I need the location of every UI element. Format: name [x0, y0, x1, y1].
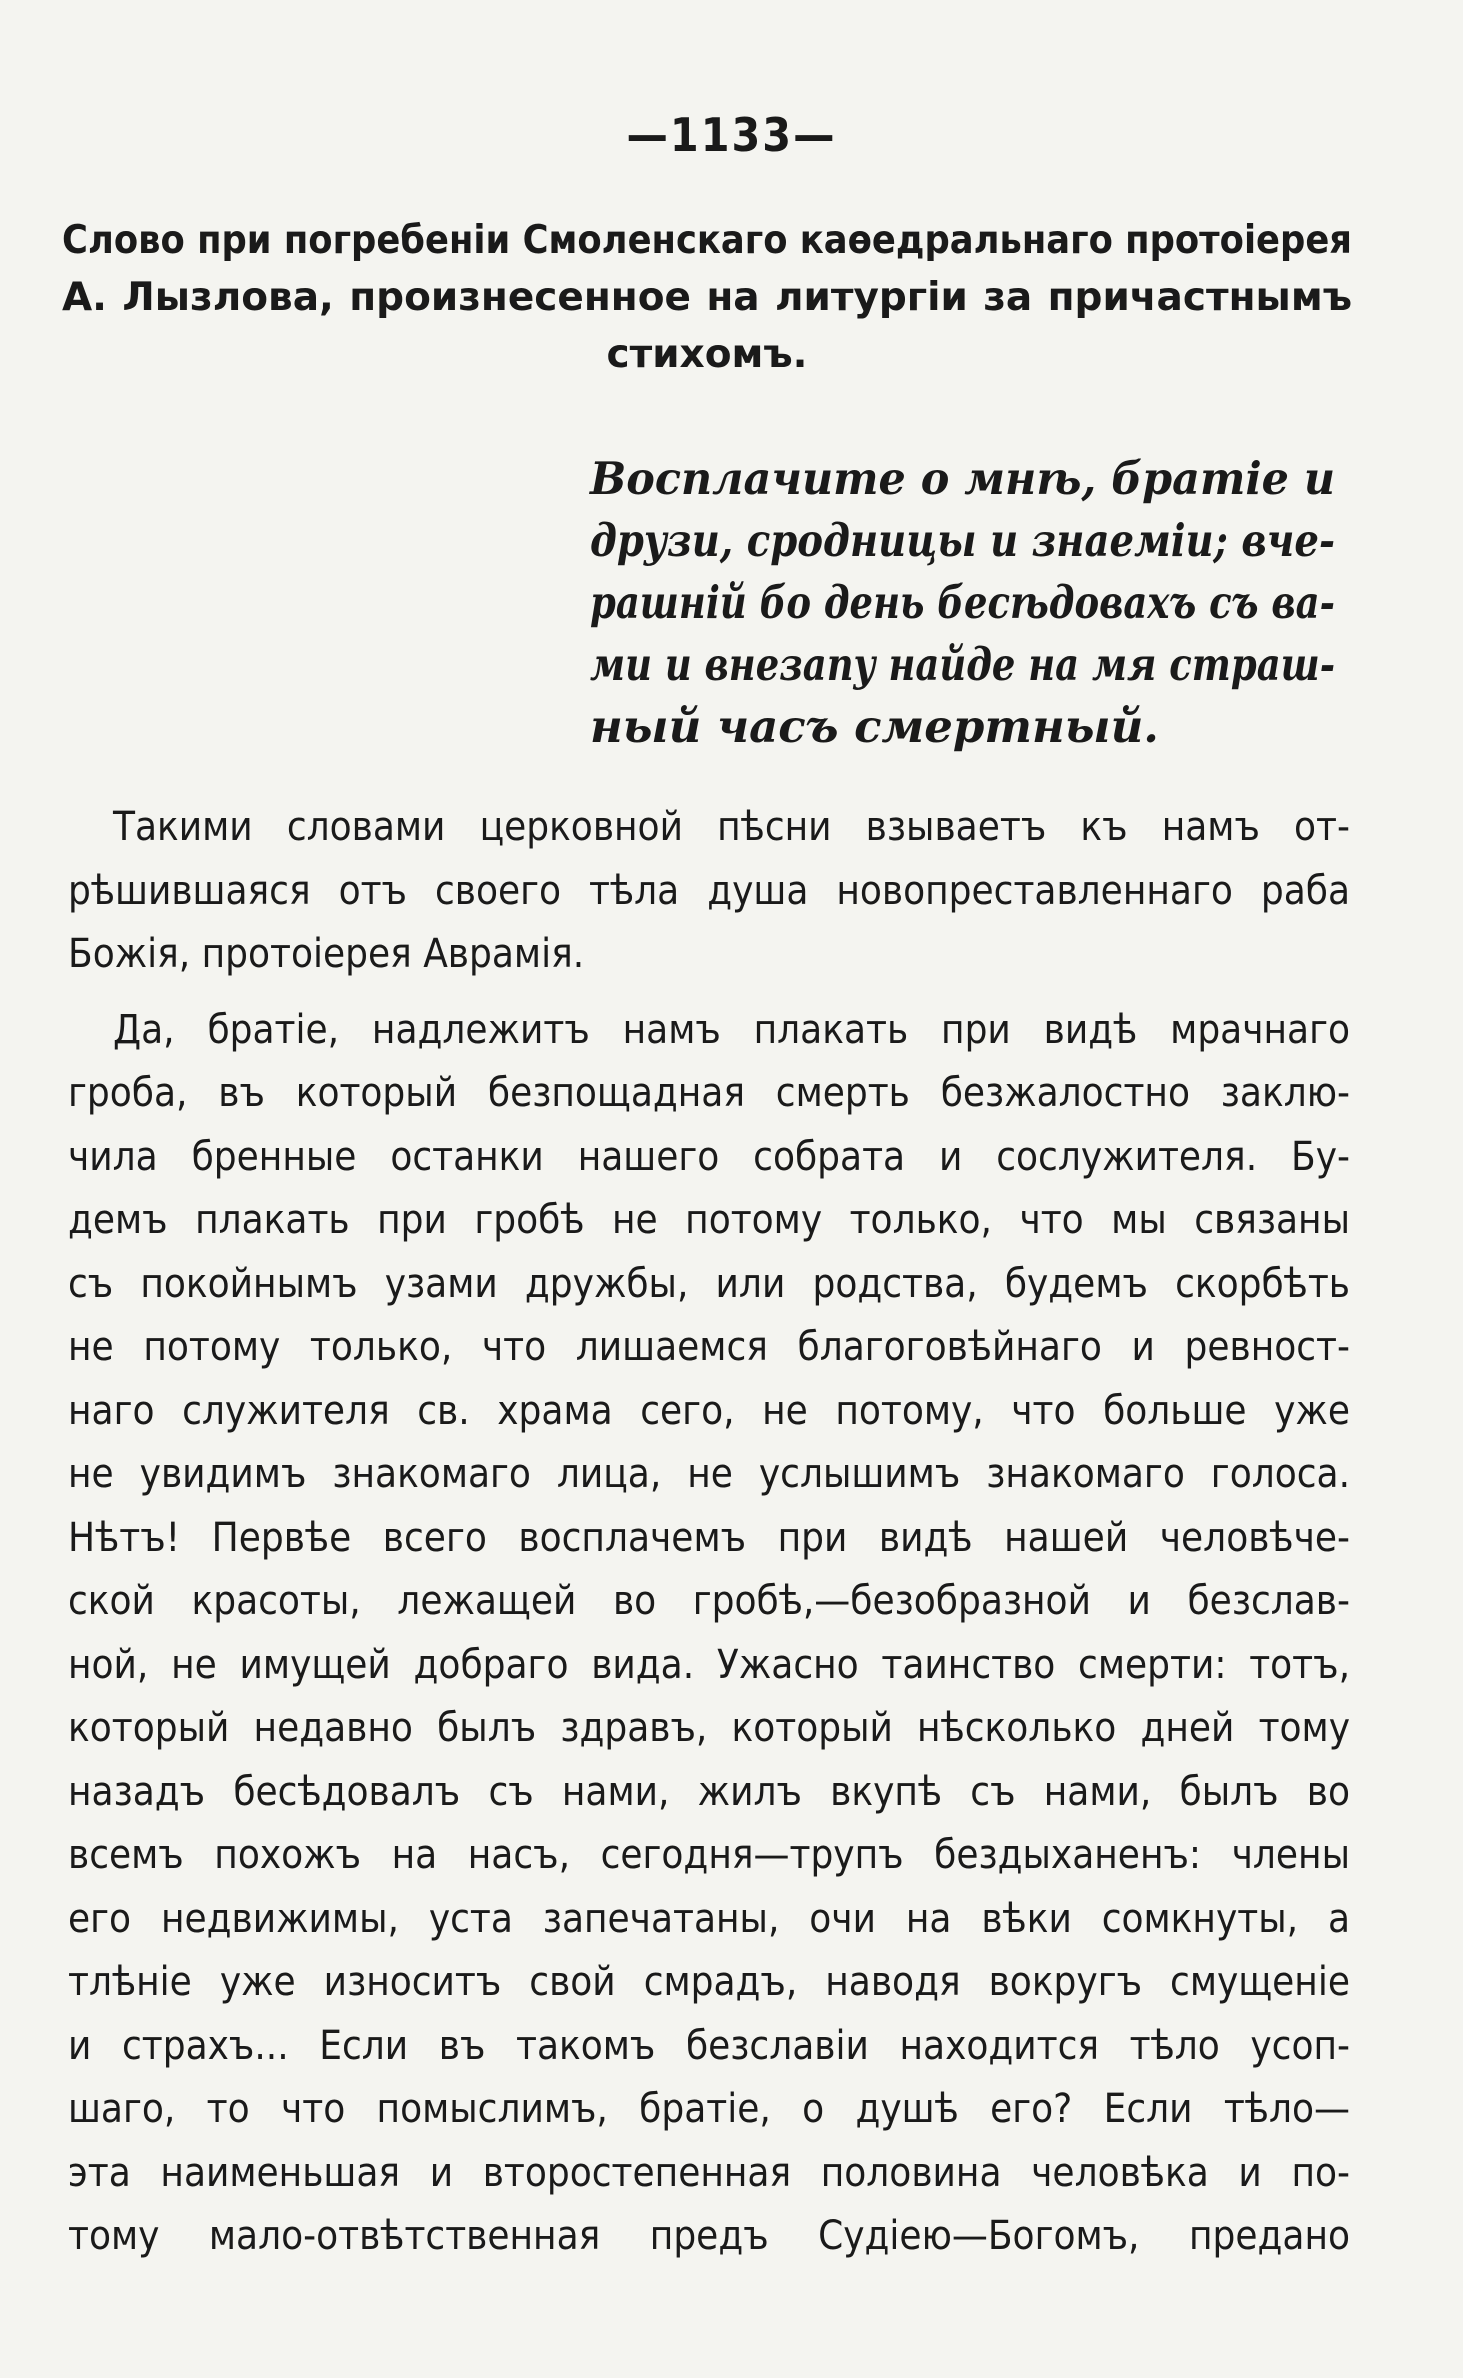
text-line: его недвижимы, уста запечатаны, очи на вѣки сомкнуты, а	[68, 1895, 1350, 1942]
text-line: эта наименьшая и второстепенная половина человѣка и по-	[68, 2149, 1350, 2196]
title-line: Слово при погребенiи Смоленскаго каѳедральнаго протоiерея	[62, 218, 1353, 263]
text-line: не увидимъ знакомаго лица, не услышимъ знакомаго голоса.	[68, 1451, 1350, 1497]
title-line: стихомъ.	[606, 332, 808, 377]
text-line: Нѣтъ! Первѣе всего восплачемъ при видѣ нашей человѣче-	[68, 1514, 1350, 1561]
sermon-body	[68, 796, 1350, 2269]
text-line: ной, не имущей добраго вида. Ужасно таинство смерти: тотъ,	[68, 1641, 1350, 1688]
paragraph-1	[68, 796, 1350, 987]
epigraph-line: ми и внезапу найде на мя страш-	[590, 638, 1336, 691]
text-line: Божiя, протоiерея Аврамiя.	[68, 931, 585, 977]
text-line: тлѣнiе уже износитъ свой смрадъ, наводя вокругъ смущенiе	[68, 1959, 1350, 2005]
text-line: чила бренные останки нашего собрата и сослужителя. Бу-	[68, 1133, 1350, 1180]
text-line: наго служителя св. храма сего, не потому, что больше уже	[68, 1387, 1350, 1434]
sermon-title	[62, 212, 1352, 383]
paragraph-gap	[68, 987, 1350, 999]
epigraph-line: Восплачите о мнѣ, братiе и	[590, 452, 1336, 505]
title-line: А. Лызлова, произнесенное на литургiи за причастнымъ	[62, 275, 1352, 320]
text-line: съ покойнымъ узами дружбы, или родства, будемъ скорбѣть	[68, 1260, 1350, 1307]
epigraph-line: рашнiй бо день бесѣдовахъ съ ва-	[590, 576, 1335, 629]
text-line: демъ плакать при гробѣ не потому только, что мы связаны	[68, 1197, 1350, 1243]
text-line: и страхъ... Если въ такомъ безславiи находится тѣло усоп-	[68, 2022, 1350, 2069]
page-number: —1133—	[626, 108, 837, 162]
text-line: Такими словами церковной пѣсни взываетъ къ намъ от-	[113, 804, 1350, 850]
text-line: ской красоты, лежащей во гробѣ,—безобразной и безслав-	[68, 1578, 1350, 1624]
epigraph-line: ный часъ смертный.	[590, 700, 1159, 753]
epigraph-line: друзи, сродницы и знаемiи; вче-	[590, 514, 1336, 567]
paragraph-2	[68, 999, 1350, 2269]
text-line: не потому только, что лишаемся благоговѣйнаго и ревност-	[68, 1324, 1350, 1370]
text-line: тому мало-отвѣтственная предъ Судiею—Богомъ, предано	[68, 2213, 1350, 2259]
text-line: который недавно былъ здравъ, который нѣсколько дней тому	[68, 1705, 1350, 1751]
epigraph	[590, 448, 1335, 758]
text-line: всемъ похожъ на насъ, сегодня—трупъ бездыханенъ: члены	[68, 1832, 1350, 1878]
text-line: шаго, то что помыслимъ, братiе, о душѣ его? Если тѣло—	[68, 2086, 1350, 2132]
text-line: рѣшившаяся отъ своего тѣла душа новопреставленнаго раба	[68, 867, 1350, 914]
text-line: гроба, въ который безпощадная смерть безжалостно заклю-	[68, 1070, 1350, 1116]
text-line: назадъ бесѣдовалъ съ нами, жилъ вкупѣ съ нами, былъ во	[68, 1768, 1350, 1815]
text-line: Да, братiе, надлежитъ намъ плакать при видѣ мрачнаго	[113, 1006, 1350, 1053]
